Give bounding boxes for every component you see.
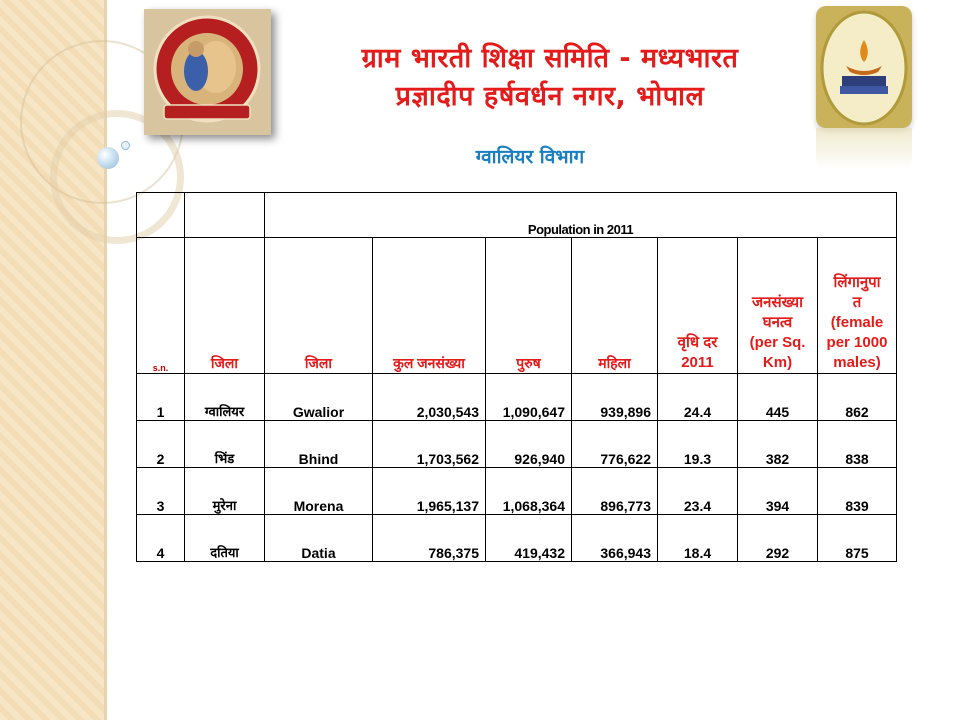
col-header-district-english: जिला <box>265 238 373 374</box>
growth-header-line: वृधि दर <box>677 334 718 351</box>
cell-ratio: 838 <box>818 421 897 468</box>
cell-district-english: Gwalior <box>265 374 373 421</box>
cell-ratio: 862 <box>818 374 897 421</box>
logo-reflection <box>816 128 912 170</box>
cell-growth: 24.4 <box>658 374 738 421</box>
ratio-header-line: त <box>852 294 862 311</box>
col-header-female: महिला <box>572 238 658 374</box>
col-header-growth-rate <box>658 238 738 374</box>
cell-sn: 4 <box>137 515 185 562</box>
cell-district-english: Datia <box>265 515 373 562</box>
density-header-line: घनत्व <box>762 314 793 331</box>
cell-male: 926,940 <box>486 421 572 468</box>
population-table <box>136 192 897 562</box>
cell-sn: 2 <box>137 421 185 468</box>
empty-cell <box>137 193 185 238</box>
cell-sn: 1 <box>137 374 185 421</box>
cell-density: 394 <box>738 468 818 515</box>
cell-growth: 19.3 <box>658 421 738 468</box>
cell-district-hindi: भिंड <box>185 421 265 468</box>
cell-ratio: 839 <box>818 468 897 515</box>
decorative-bubble-small <box>121 141 130 150</box>
cell-total: 1,703,562 <box>373 421 486 468</box>
cell-density: 292 <box>738 515 818 562</box>
cell-density: 382 <box>738 421 818 468</box>
vidya-bharati-logo <box>816 6 912 128</box>
cell-total: 786,375 <box>373 515 486 562</box>
cell-growth: 18.4 <box>658 515 738 562</box>
cell-female: 896,773 <box>572 468 658 515</box>
table-row <box>137 515 897 562</box>
cell-district-english: Morena <box>265 468 373 515</box>
organization-address: प्रज्ञादीप हर्षवर्धन नगर, भोपाल <box>395 81 705 112</box>
ratio-header-line: लिंगानुपा <box>833 274 881 291</box>
lamp-emblem-icon <box>816 6 912 128</box>
cell-total: 1,965,137 <box>373 468 486 515</box>
ratio-header-line: (female <box>830 314 884 331</box>
cell-total: 2,030,543 <box>373 374 486 421</box>
cell-sn: 3 <box>137 468 185 515</box>
col-header-sex-ratio <box>818 238 897 374</box>
emblem-icon <box>144 9 271 135</box>
cell-male: 1,068,364 <box>486 468 572 515</box>
cell-district-hindi: मुरेना <box>185 468 265 515</box>
table-row <box>137 421 897 468</box>
saraswati-shishu-mandir-logo <box>144 9 271 135</box>
decorative-bubble <box>97 147 119 169</box>
ratio-header-line: per 1000 <box>826 334 888 351</box>
col-header-total-population: कुल जनसंख्या <box>373 238 486 374</box>
cell-ratio: 875 <box>818 515 897 562</box>
cell-female: 939,896 <box>572 374 658 421</box>
density-header-line: (per Sq. <box>749 334 806 351</box>
cell-density: 445 <box>738 374 818 421</box>
ratio-header-line: males) <box>833 354 881 371</box>
cell-district-hindi: दतिया <box>185 515 265 562</box>
division-subtitle: ग्वालियर विभाग <box>475 146 585 168</box>
table-row <box>137 374 897 421</box>
group-header-row <box>137 193 897 238</box>
cell-female: 776,622 <box>572 421 658 468</box>
density-header-line: जनसंख्या <box>752 294 803 311</box>
cell-growth: 23.4 <box>658 468 738 515</box>
cell-male: 419,432 <box>486 515 572 562</box>
cell-district-hindi: ग्वालियर <box>185 374 265 421</box>
empty-cell <box>185 193 265 238</box>
density-header-line: Km) <box>762 354 793 371</box>
col-header-male: पुरुष <box>486 238 572 374</box>
organization-title: ग्राम भारती शिक्षा समिति - मध्यभारत <box>361 43 739 74</box>
cell-district-english: Bhind <box>265 421 373 468</box>
col-header-sn: s.n. <box>137 238 185 374</box>
table-row <box>137 468 897 515</box>
growth-header-line: 2011 <box>681 354 714 371</box>
col-header-district-hindi: जिला <box>185 238 265 374</box>
column-header-row <box>137 238 897 374</box>
cell-male: 1,090,647 <box>486 374 572 421</box>
population-header: Population in 2011 <box>265 193 897 238</box>
cell-female: 366,943 <box>572 515 658 562</box>
col-header-density <box>738 238 818 374</box>
